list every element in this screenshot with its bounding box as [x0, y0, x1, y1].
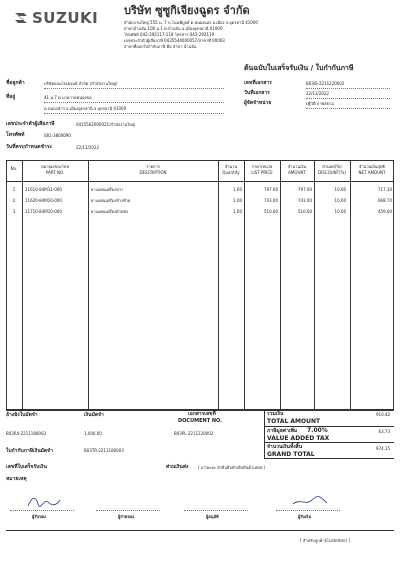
- sign-line-payer: [96, 510, 160, 511]
- sign-cashier-label: ผู้รับเงิน: [298, 514, 312, 519]
- logo-text: SUZUKI: [32, 9, 99, 27]
- signature-receiver: [24, 494, 64, 510]
- doc-ref-label-en: DOCUMENT NO.: [178, 418, 223, 424]
- row-amount: 743.00: [298, 198, 312, 203]
- sign-line-approver: [184, 510, 248, 511]
- signature-cashier: [290, 494, 330, 510]
- row-discount: 10.00: [334, 198, 346, 203]
- deposit-receipt-no: B03TR-2211180003: [84, 448, 124, 453]
- doc-date-line: [306, 98, 390, 99]
- row-no: 1: [12, 187, 16, 192]
- deposit-ref-no: B03R4-2211180003: [6, 431, 47, 436]
- customer-tax-value: 0415562000021/สำนักงานใหญ่: [76, 122, 136, 127]
- row-no: 2: [12, 198, 16, 203]
- header-net-en: NET AMOUNT: [358, 170, 386, 175]
- company-name: บริษัท ซูซูกิเจียงฉูดร จำกัด: [124, 4, 250, 17]
- doc-date: 22/11/2022: [306, 91, 330, 96]
- header-part-en: PART NO.: [45, 170, 65, 175]
- row-net: 459.00: [378, 209, 392, 214]
- document-title: ต้นฉบับใบเสร็จรับเงิน / ใบกำกับภาษี: [244, 64, 354, 72]
- header-amount-en: AMOUNT: [288, 170, 306, 175]
- customer-address-2: ต.หนองนำฯ อ.เมืองอุดรธานี จ.อุดรธานี 41000: [44, 106, 127, 111]
- company-tax-id: เลขประจำตัวผู้เสียภาษี 0435544000057/สาขาที่ 00003: [124, 38, 225, 43]
- totals-line-1: [264, 426, 394, 427]
- customer-address-label: ที่อยู่: [6, 94, 16, 100]
- salesperson-label: ผู้จัดจำหน่าย: [244, 100, 272, 106]
- footer-bottom-line: [6, 530, 394, 531]
- doc-date-label: วันที่เอกสาร: [244, 90, 270, 96]
- header-desc-en: DESCRIPTION: [139, 170, 167, 175]
- row-amount: 510.00: [298, 209, 312, 214]
- header-qty-en: Quantity: [222, 170, 240, 175]
- remark-label: หมายเหตุ: [6, 476, 27, 482]
- vat-label-th: ภาษีมูลค่าเพิ่ม: [267, 428, 298, 434]
- row-desc: ยางแท่นเครื่องข้างซ้าย: [91, 198, 131, 203]
- doc-no-label: เลขที่เอกสาร: [244, 80, 272, 86]
- salesperson: ปฐิวัติ ถาพสยาม: [306, 101, 334, 106]
- suzuki-s-icon: [12, 9, 30, 27]
- row-qty: 1.00: [233, 198, 242, 203]
- vat-rate: 7.00%: [307, 427, 328, 434]
- row-desc: ยางแท่นเครื่องขวา: [91, 187, 124, 192]
- header-amount-th: จำนวนเงิน: [287, 164, 307, 169]
- customer-address-line-1: [44, 102, 224, 103]
- sign-receiver-label: ผู้รับของ: [32, 514, 47, 519]
- suzuki-logo: [12, 8, 112, 28]
- total-label-en: TOTAL AMOUNT: [267, 418, 321, 425]
- row-no: 3: [12, 209, 16, 214]
- customer-address-line-2: [44, 113, 224, 114]
- header-net-th: จำนวนเงินสุทธิ: [359, 164, 385, 169]
- row-net: 717.30: [378, 187, 392, 192]
- deposit-receipt-label: ใบกำกับภาษีเงินมัดจำ: [6, 448, 53, 454]
- sign-line-cashier: [276, 510, 340, 511]
- header-price-th: ราคา/หน่วย: [251, 164, 273, 169]
- company-address-1: สำนักงานใหญ่ 555 ม. 7 บ.โนนพิบูลย์ ต.หนองแสง อ.เมือง จ.อุดรธานี 41000: [124, 20, 258, 25]
- sign-approver-label: ผู้อนุมัติ: [206, 514, 219, 519]
- sign-payer-label: ผู้จ่ายของ: [118, 514, 135, 519]
- vat-label-en: VALUE ADDED TAX: [267, 435, 330, 442]
- company-branch-note: สาขาที่ออกใบกำกับภาษี คือ สาขา บ้านจั่น: [124, 44, 197, 49]
- salesperson-line: [306, 108, 390, 109]
- customer-phone-label: โทรศัพท์: [6, 132, 25, 138]
- total-amount: 910.42: [376, 412, 390, 417]
- deposit-ref-label: อ้างอิงใบมัดจำ: [6, 412, 38, 418]
- doc-ref-label-th: เอกสารเลขที่: [188, 411, 216, 417]
- header-qty-th: จำนวน: [224, 164, 238, 169]
- header-desc-th: รายการ: [146, 164, 160, 169]
- grand-label-en: GRAND TOTAL: [267, 451, 315, 458]
- discount-note: ( เก่าอะยะ รักสินสิบทำเสิบสินค้าเหตต ): [198, 465, 266, 470]
- totals-line-3: [264, 458, 394, 459]
- total-label-th: รวมเงิน: [267, 411, 284, 417]
- company-address-2: สาขาบ้านจั่น 100 ม.1 ต.บ้านจั่น อ.เมืองอุดรธานี 41000: [124, 26, 223, 31]
- row-desc: ยางแท่นเครื่องตัวหลัง: [91, 209, 128, 214]
- row-net: 668.70: [378, 198, 392, 203]
- due-date-label: วันที่ครบกำหนดชำระ: [6, 144, 53, 150]
- row-qty: 1.00: [233, 187, 242, 192]
- row-part: 11620-84M10-000: [25, 198, 62, 203]
- receipt-no-label: เลขที่ใบเสร็จรับเงิน: [6, 464, 47, 470]
- doc-no: B03IS-2211220002: [306, 81, 345, 86]
- company-phone: โทรศัพท์ 042-292117-118 โทรสาร 042-292119: [124, 32, 215, 37]
- row-part: 11710-84M10-000: [25, 209, 62, 214]
- header-price-en: LIST PRICE: [251, 170, 273, 175]
- header-part-th: หมายเลขอะไหล่: [40, 164, 70, 169]
- row-qty: 1.00: [233, 209, 242, 214]
- row-discount: 10.00: [334, 187, 346, 192]
- row-part: 11610-84M11-000: [25, 187, 62, 192]
- header-discount-en: DISCOUNT(%): [317, 170, 347, 175]
- grand-label-th: จำนวนเงินทั้งสิ้น: [267, 444, 303, 450]
- customer-tax-label: เลขประจำตัวผู้เสียภาษี: [6, 121, 55, 127]
- deposit-amount: 1,000.00: [84, 431, 102, 436]
- doc-ref-no: B03PL-2211220002: [174, 431, 214, 436]
- copy-label: [ สำหรับลูกค้า(Customer) ]: [300, 538, 351, 543]
- grand-amount: 974.15: [376, 446, 390, 451]
- col-divider: [22, 160, 23, 410]
- deposit-amount-label: เงินมัดจำ: [84, 412, 104, 418]
- customer-name: บริษัทแบมโบเยรมด์ จำกัด (สำนักงานใหญ่): [44, 81, 118, 86]
- table-header-divider: [6, 181, 394, 182]
- due-date: 22/11/2022: [76, 145, 100, 150]
- totals-line-2: [264, 442, 394, 443]
- row-discount: 10.00: [334, 209, 346, 214]
- row-amount: 797.00: [298, 187, 312, 192]
- totals-divider: [264, 410, 265, 458]
- customer-phone: 081-3800090: [44, 133, 71, 138]
- doc-no-line: [306, 88, 390, 89]
- vat-amount: 63.73: [378, 429, 390, 434]
- sign-line-receiver: [10, 510, 74, 511]
- row-price: 510.00: [264, 209, 278, 214]
- col-divider: [88, 160, 89, 410]
- row-price: 743.00: [264, 198, 278, 203]
- row-price: 797.00: [264, 187, 278, 192]
- customer-name-line: [44, 88, 224, 89]
- customer-name-label: ชื่อลูกค้า: [6, 80, 25, 86]
- header-no: No.: [10, 166, 18, 171]
- customer-address-1: 41 ม.7 ต.นาคาวดหนองขอ: [44, 95, 92, 100]
- header-discount-th: ส่วนลด(%): [322, 164, 342, 169]
- discount-label: ส่วนเงินส่ง: [166, 464, 189, 470]
